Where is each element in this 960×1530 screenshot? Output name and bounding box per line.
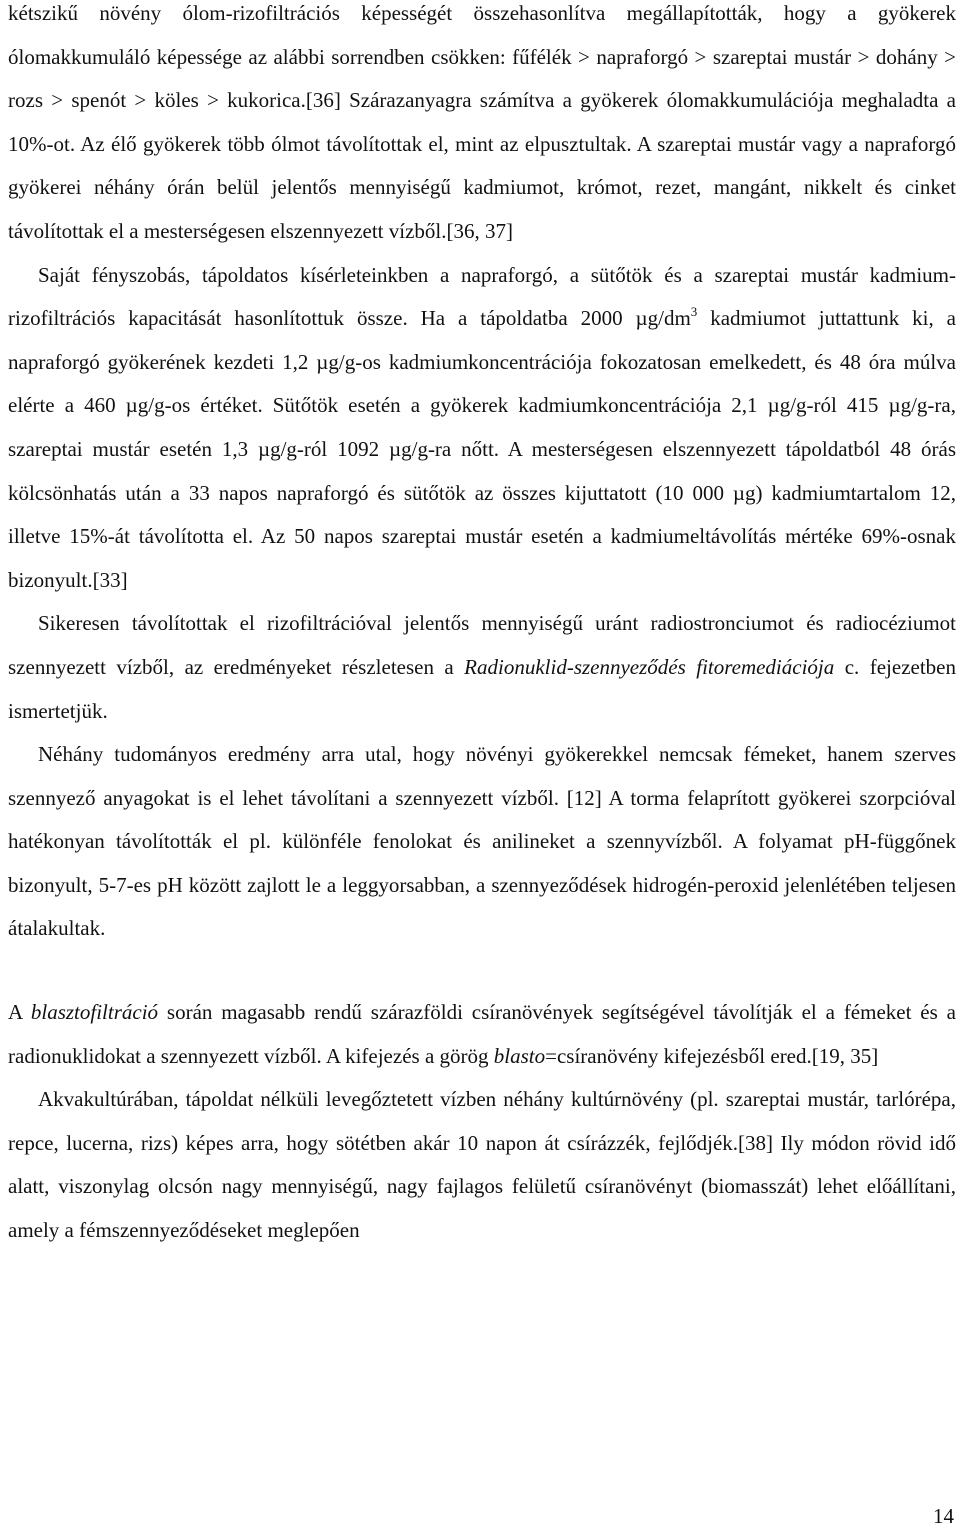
paragraph-text: kétszikű növény ólom-rizofiltrációs képességét összehasonlítva megállapították, hogy a gyökerek ólomakkumuláló képessége az alábbi sorrendben csökken: fűfélék > napraforgó > szareptai mustár > dohány > rozs > spenót > köles > kukorica.[36] Szárazanyagra számítva a gyökerek ólomakkumulációja meghaladta a 10%-ot. Az élő gyökerek több ólmot távolítottak el, mint az elpusztultak. A szareptai mustár vagy a napraforgó gyökerei néhány órán belül jelentős mennyiségű kadmiumot, krómot, rezet, mangánt, nikkelt és cinket távolítottak el a mesterségesen elszennyezett vízből.[36, 37]: [8, 1, 956, 243]
superscript: 3: [690, 304, 698, 320]
paragraph-text: c. fejezetben ismertetjük.: [8, 654, 956, 723]
page-number: 14: [933, 1504, 954, 1528]
paragraph-blastofiltration-definition: [8, 991, 956, 1078]
term-blastofiltration: blasztofiltráció: [30, 1000, 159, 1025]
paragraph-aquaculture: [8, 1078, 956, 1252]
paragraph-text: Sikeresen távolítottak el rizofiltrációval jelentős mennyiségű uránt radiostronciumot és radiocéziumot szennyezett vízből, az eredményeket részletesen a: [8, 611, 956, 679]
paragraph-text: =csíranövény kifejezésből ered.[19, 35]: [545, 1043, 879, 1068]
chapter-reference: Radionuklid-szennyeződés fitoremediációja: [464, 654, 835, 679]
document-page: [8, 0, 956, 1253]
paragraph-organic-pollutants: [8, 733, 956, 951]
paragraph-radionuclides: [8, 602, 956, 733]
paragraph-text: kadmiumot juttattunk ki, a napraforgó gyökerének kezdeti 1,2 µg/g-os kadmiumkoncentrációja fokozatosan emelkedett, és 48 óra múlva elérte a 460 µg/g-os értéket. Sütőtök esetén a gyökerek kadmiumkoncentrációja 2,1 µg/g-ról 415 µg/g-ra, szareptai mustár esetén 1,3 µg/g-ról 1092 µg/g-ra nőtt. A mesterségesen elszennyezett tápoldatból 48 órás kölcsönhatás után a 33 napos napraforgó és sütőtök az összes kijuttatott (10 000 µg) kadmiumtartalom 12, illetve 15%-át távolította el. Az 50 napos szareptai mustár esetén a kadmiumeltávolítás mértéke 69%-osnak bizonyult.[33]: [8, 306, 956, 592]
paragraph-lead-rizofiltration: [8, 0, 956, 254]
paragraph-text: Saját fényszobás, tápoldatos kísérleteinkben a napraforgó, a sütőtök és a szareptai mustár kadmium-rizofiltrációs kapacitását hasonlítottuk össze. Ha a tápoldatba 2000 µg/dm: [8, 262, 956, 331]
paragraph-text: A: [8, 1000, 31, 1025]
paragraph-text: Néhány tudományos eredmény arra utal, hogy növényi gyökerekkel nemcsak fémeket, hanem szerves szennyező anyagokat is el lehet távolítani a szennyezett vízből. [12] A torma felaprított gyökerei szorpcióval hatékonyan távolították el pl. különféle fenolokat és anilineket a szennyvízből. A folyamat pH-függőnek bizonyult, 5-7-es pH között zajlott le a leggyorsabban, a szennyeződések hidrogén-peroxid jelenlétében teljesen átalakultak.: [8, 742, 956, 941]
term-blasto: blasto: [493, 1043, 546, 1068]
paragraph-own-experiments: [8, 254, 956, 603]
paragraph-text: Akvakultúrában, tápoldat nélküli levegőztetett vízben néhány kultúrnövény (pl. szareptai mustár, tarlórépa, repce, lucerna, rizs) képes arra, hogy sötétben akár 10 napon át csírázzék, fejlődjék.[38] Ily módon rövid idő alatt, viszonylag olcsón nagy mennyiségű, nagy fajlagos felületű csíranövényt (biomasszát) lehet előállítani, amely a fémszennyeződéseket meglepően: [8, 1087, 956, 1243]
paragraph-text: során magasabb rendű szárazföldi csíranövények segítségével távolítják el a fémeket és a radionuklidokat a szennyezett vízből. A kifejezés a görög: [8, 1000, 956, 1068]
